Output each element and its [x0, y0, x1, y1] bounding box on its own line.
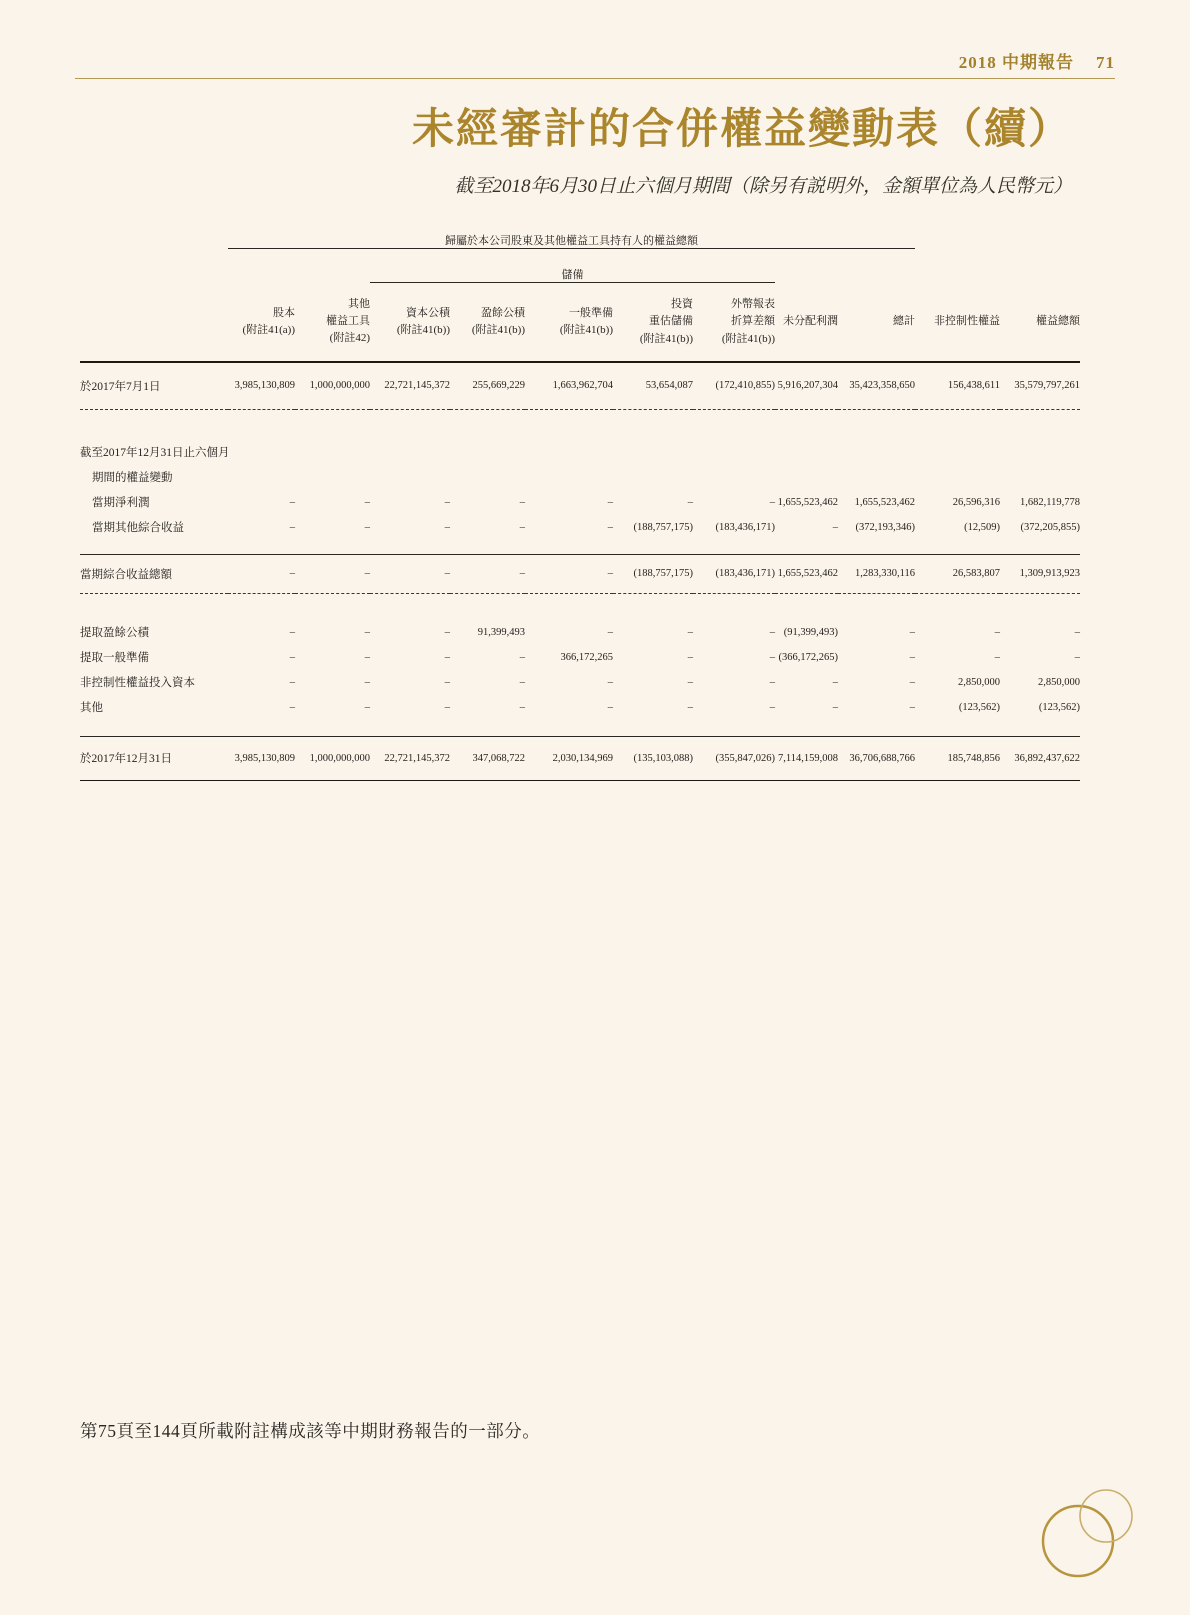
row-label: 提取盈餘公積	[80, 627, 149, 639]
column-header	[775, 283, 838, 363]
cell-value: 53,654,087	[613, 362, 693, 409]
cell-value: 35,423,358,650	[838, 362, 915, 409]
cell-value: 2,030,134,969	[525, 736, 613, 780]
cell-value: 1,000,000,000	[295, 362, 370, 409]
cell-value: 1,000,000,000	[295, 736, 370, 780]
spacer-cell	[80, 540, 1080, 555]
cell-value: –	[444, 676, 450, 688]
cell-value: –	[289, 626, 295, 638]
cell-value: –	[687, 651, 693, 663]
group-header-reserves: 儲備	[370, 249, 775, 283]
spacer-cell	[80, 593, 1080, 620]
cell-value	[838, 440, 915, 465]
row-label: 當期其他綜合收益	[92, 522, 184, 534]
cell-value: 2,850,000	[1038, 676, 1081, 688]
cell-value: (123,562)	[1038, 701, 1081, 713]
cell-value: –	[832, 521, 838, 533]
column-header-line: (附註41(b))	[721, 332, 775, 345]
column-header	[450, 283, 525, 363]
cell-value: –	[909, 701, 916, 713]
cell-value: –	[519, 651, 525, 663]
page-header	[959, 48, 1115, 73]
row-label: 提取一般準備	[80, 652, 149, 664]
cell-value	[613, 465, 693, 490]
cell-value	[228, 465, 295, 490]
cell-value: 3,985,130,809	[228, 362, 295, 409]
cell-value	[838, 465, 915, 490]
cell-value	[775, 465, 838, 490]
cell-value: 366,172,265	[560, 651, 613, 663]
cell-value: 22,721,145,372	[370, 736, 450, 780]
column-header-line: 未分配利潤	[783, 315, 838, 328]
column-header-line: 總計	[893, 315, 916, 328]
cell-value: –	[364, 626, 370, 638]
cell-value: (123,562)	[958, 701, 1001, 713]
equity-table	[80, 226, 1080, 781]
document-subtitle: 截至2018年6月30日止六個月期間（除另有説明外，金額單位為人民幣元）	[454, 176, 1072, 197]
column-header-line: (附註42)	[329, 332, 370, 345]
table-row	[80, 515, 1080, 540]
cell-value: 1,663,962,704	[525, 362, 613, 409]
cell-value: –	[607, 521, 613, 533]
cell-value: –	[519, 676, 525, 688]
cell-value: –	[370, 554, 450, 593]
spacer-row	[80, 409, 1080, 440]
cell-value: –	[364, 676, 370, 688]
column-header-line: 權益工具	[326, 315, 370, 328]
column-header-line: 其他	[348, 298, 370, 311]
cell-value: –	[364, 496, 370, 508]
column-header	[228, 283, 295, 363]
cell-value: –	[289, 701, 295, 713]
row-label: 期間的權益變動	[92, 472, 173, 484]
cell-value: 1,309,913,923	[1000, 554, 1080, 593]
cell-value: 3,985,130,809	[228, 736, 295, 780]
cell-value: 185,748,856	[915, 736, 1000, 780]
cell-value: (135,103,088)	[613, 736, 693, 780]
cell-value: –	[687, 701, 693, 713]
column-header-line: 股本	[273, 306, 295, 319]
double-ring-ornament-icon	[1028, 1478, 1158, 1588]
group-header-attributable: 歸屬於本公司股東及其他權益工具持有人的權益總額	[228, 226, 915, 249]
cell-value: –	[289, 521, 295, 533]
column-header-line: (附註41(b))	[559, 324, 613, 336]
cell-value: 7,114,159,008	[775, 736, 838, 780]
cell-value	[1000, 440, 1080, 465]
empty-cell	[915, 226, 1080, 249]
column-header-line: 一般準備	[569, 306, 613, 319]
cell-value: 22,721,145,372	[370, 362, 450, 409]
cell-value	[295, 440, 370, 465]
table-row	[80, 362, 1080, 409]
cell-value: (12,509)	[964, 521, 1001, 533]
table-head	[80, 226, 1080, 362]
table-row	[80, 620, 1080, 645]
column-header-line: 權益總額	[1036, 315, 1081, 328]
cell-value: –	[769, 651, 775, 663]
column-header-line: 非控制性權益	[934, 315, 1001, 328]
cell-value: –	[994, 626, 1001, 638]
cell-value: –	[994, 651, 1001, 663]
column-header-line: (附註41(a))	[242, 323, 295, 336]
cell-value: 156,438,611	[915, 362, 1000, 409]
row-label: 於2017年7月1日	[80, 362, 228, 409]
column-header	[525, 283, 613, 363]
column-header-line: 折算差額	[731, 315, 775, 328]
cell-value: (183,436,171)	[715, 521, 775, 533]
cell-value: –	[364, 521, 370, 533]
cell-value: –	[607, 496, 613, 508]
column-header-line: 投資	[671, 298, 693, 311]
cell-value: –	[687, 626, 693, 638]
cell-value: –	[450, 554, 525, 593]
table-row	[80, 670, 1080, 695]
row-label: 於2017年12月31日	[80, 736, 228, 780]
cell-value: –	[1074, 651, 1081, 663]
cell-value: (183,436,171)	[693, 554, 775, 593]
cell-value: –	[525, 554, 613, 593]
row-label: 其他	[80, 702, 103, 714]
cell-value: –	[519, 496, 525, 508]
cell-value	[450, 465, 525, 490]
table-row	[80, 695, 1080, 720]
table-row	[80, 554, 1080, 593]
cell-value: –	[769, 626, 775, 638]
cell-value: –	[909, 651, 916, 663]
empty-cell	[775, 249, 1080, 283]
cell-value: (91,399,493)	[783, 626, 838, 638]
cell-value: 5,916,207,304	[775, 362, 838, 409]
cell-value	[775, 440, 838, 465]
document-title: 未經審計的合併權益變動表（續）	[411, 107, 1072, 153]
cell-value: 26,596,316	[952, 496, 1001, 508]
report-title: 2018 中期報告	[958, 53, 1074, 72]
column-header-line: 盈餘公積	[481, 306, 525, 319]
cell-value	[1000, 465, 1080, 490]
cell-value: (372,205,855)	[1020, 521, 1081, 533]
row-label: 當期淨利潤	[92, 497, 150, 509]
cell-value: 1,682,119,778	[1020, 496, 1081, 508]
reserves-header-row	[80, 249, 1080, 283]
cell-value	[613, 440, 693, 465]
group-header-row	[80, 226, 1080, 249]
cell-value: –	[769, 676, 775, 688]
column-header	[915, 283, 1000, 363]
column-header-row	[80, 283, 1080, 363]
footer-note: 第75頁至144頁所載附註構成該等中期財務報告的一部分。	[80, 1421, 541, 1441]
cell-value: 347,068,722	[450, 736, 525, 780]
empty-cell	[80, 226, 228, 249]
cell-value: 26,583,807	[915, 554, 1000, 593]
cell-value: –	[444, 626, 450, 638]
cell-value: –	[687, 676, 693, 688]
spacer-row	[80, 720, 1080, 737]
column-header-line: (附註41(b))	[471, 324, 525, 336]
page-number: 71	[1096, 53, 1115, 72]
table-row	[80, 736, 1080, 780]
cell-value: –	[909, 626, 916, 638]
cell-value: –	[289, 496, 295, 508]
cell-value: 1,655,523,462	[854, 496, 916, 508]
cell-value: (366,172,265)	[778, 651, 838, 663]
cell-value	[693, 440, 775, 465]
cell-value: –	[289, 651, 295, 663]
cell-value: –	[228, 554, 295, 593]
equity-table-wrapper	[80, 226, 1080, 781]
row-label: 非控制性權益投入資本	[80, 677, 195, 689]
cell-value: 1,655,523,462	[777, 496, 838, 508]
spacer-cell	[80, 409, 1080, 440]
cell-value: (372,193,346)	[855, 521, 916, 533]
cell-value: (188,757,175)	[613, 554, 693, 593]
cell-value	[295, 465, 370, 490]
column-header	[838, 283, 915, 363]
cell-value: –	[444, 651, 450, 663]
column-header	[370, 283, 450, 363]
cell-value: –	[289, 676, 295, 688]
cell-value: (188,757,175)	[633, 521, 693, 533]
cell-value: –	[519, 701, 525, 713]
column-header-line: 重估儲備	[649, 315, 693, 328]
cell-value	[525, 440, 613, 465]
cell-value: (172,410,855)	[693, 362, 775, 409]
cell-value: –	[607, 676, 613, 688]
cell-value: –	[769, 701, 775, 713]
cell-value: –	[444, 496, 450, 508]
cell-value	[525, 465, 613, 490]
table-row	[80, 490, 1080, 515]
cell-value	[450, 440, 525, 465]
column-header-line: 外幣報表	[731, 298, 775, 311]
header-rule	[75, 78, 1115, 79]
cell-value: –	[364, 701, 370, 713]
spacer-row	[80, 593, 1080, 620]
table-body	[80, 362, 1080, 780]
row-label: 當期綜合收益總額	[80, 554, 228, 593]
column-header	[613, 283, 693, 363]
column-header-line: 資本公積	[406, 306, 450, 319]
column-header	[295, 283, 370, 363]
cell-value: 91,399,493	[477, 626, 525, 638]
column-header	[80, 283, 228, 363]
cell-value: –	[909, 676, 916, 688]
row-label: 截至2017年12月31日止六個月	[80, 447, 230, 459]
cell-value: 2,850,000	[958, 676, 1001, 688]
table-row	[80, 645, 1080, 670]
cell-value: 1,655,523,462	[775, 554, 838, 593]
cell-value: –	[607, 626, 613, 638]
cell-value	[915, 440, 1000, 465]
table-row	[80, 440, 1080, 465]
cell-value	[915, 465, 1000, 490]
cell-value: –	[687, 496, 693, 508]
cell-value: –	[607, 701, 613, 713]
cell-value: 255,669,229	[450, 362, 525, 409]
cell-value: –	[832, 676, 838, 688]
spacer-cell	[80, 720, 1080, 737]
cell-value: –	[519, 521, 525, 533]
cell-value: –	[444, 521, 450, 533]
cell-value: –	[1074, 626, 1081, 638]
column-header-line: (附註41(b))	[396, 324, 450, 336]
empty-cell	[80, 249, 370, 283]
cell-value	[370, 465, 450, 490]
cell-value: 1,283,330,116	[838, 554, 915, 593]
cell-value: –	[769, 496, 775, 508]
column-header	[693, 283, 775, 363]
cell-value: –	[832, 701, 838, 713]
cell-value: –	[444, 701, 450, 713]
cell-value	[228, 440, 295, 465]
table-row	[80, 465, 1080, 490]
cell-value: –	[364, 651, 370, 663]
cell-value: 36,706,688,766	[838, 736, 915, 780]
cell-value	[693, 465, 775, 490]
spacer-row	[80, 540, 1080, 555]
column-header	[1000, 283, 1080, 363]
cell-value: –	[295, 554, 370, 593]
cell-value: (355,847,026)	[693, 736, 775, 780]
cell-value: 36,892,437,622	[1000, 736, 1080, 780]
cell-value	[370, 440, 450, 465]
column-header-line: (附註41(b))	[639, 332, 693, 345]
cell-value: 35,579,797,261	[1000, 362, 1080, 409]
